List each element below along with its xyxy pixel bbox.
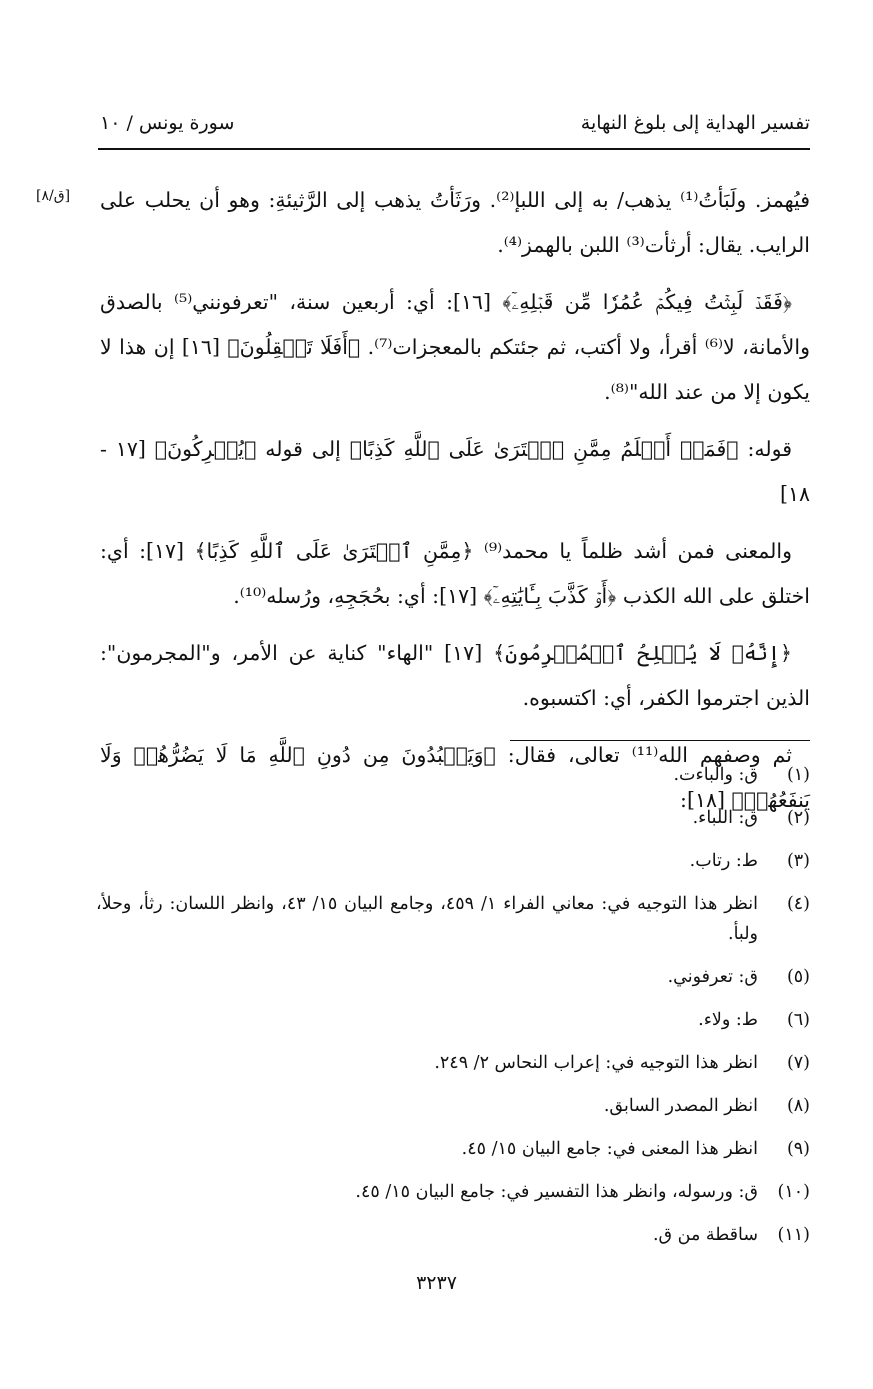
footnote xyxy=(96,1005,810,1035)
page-number: ٣٢٣٧ xyxy=(416,1272,457,1294)
footnotes xyxy=(96,760,810,1263)
paragraph-5: ﴿إِنَّهُۥ لَا يُفۡلِحُ ٱلۡمُجۡرِمُونَ﴾ [١٧] "الهاء" كناية عن الأمر، و"المجرمون": الذين اجترموا الكفر، أي: اكتسبوه. xyxy=(100,641,810,710)
footnote xyxy=(96,1220,810,1250)
manuscript-margin-note: [ق/٨] xyxy=(36,188,71,204)
paragraph-6: ثم وصفهم الله⁽¹¹⁾ تعالى، فقال: ﴿وَيَعۡبُدُونَ مِن دُونِ ٱللَّهِ مَا لَا يَضُرُّهُمۡ وَلَا يَنفَعُهُمۡ﴾ [١٨]: xyxy=(100,743,810,812)
footnote-number: (٤) xyxy=(786,894,810,914)
paragraph-2: ﴿فَقَدۡ لَبِثۡتُ فِيكُمۡ عُمُرٗا مِّن قَبۡلِهِۦٓ﴾ [١٦]: أي: أربعين سنة، "تعرفونني⁽⁵⁾ بالصدق والأمانة، لا⁽⁶⁾ أقرأ، ولا أكتب، ثم جئتكم بالمعجزات⁽⁷⁾. ﴿أَفَلَا تَعۡقِلُونَ﴾ [١٦] إن هذا لا يكون إلا من عند الله"⁽⁸⁾. xyxy=(100,290,810,404)
footnote-number: (٢) xyxy=(786,808,810,828)
footnote xyxy=(96,803,810,833)
footnote-text: انظر هذا التوجيه في: معاني الفراء ١/ ٤٥٩، وجامع البيان ١٥/ ٤٣، وانظر اللسان: رثأ، وحلأ، ولبأ. xyxy=(96,894,759,944)
footnote-text: ط: رتاب. xyxy=(689,851,758,871)
footnote xyxy=(96,760,810,790)
footnote-text: ساقطة من ق. xyxy=(652,1225,758,1245)
footnote xyxy=(96,1048,810,1078)
paragraph-4: والمعنى فمن أشد ظلماً يا محمد⁽⁹⁾ ﴿مِمَّنِ ٱفۡتَرَىٰ عَلَى ٱللَّهِ كَذِبًا﴾ [١٧]: أي: اختلق على الله الكذب ﴿أَوۡ كَذَّبَ بِـَٔايَٰتِهِۦٓ﴾ [١٧]: أي: بحُجَجِهِ، ورُسله⁽¹⁰⁾. xyxy=(100,539,810,608)
footnote-number: (٨) xyxy=(786,1096,810,1116)
footnote-text: ق: ورسوله، وانظر هذا التفسير في: جامع البيان ١٥/ ٤٥. xyxy=(355,1182,758,1202)
footnote-divider xyxy=(510,740,810,741)
surah-reference: سورة يونس / ١٠ xyxy=(100,112,235,134)
footnote-text: ق: اللباء. xyxy=(692,808,758,828)
book-title: تفسير الهداية إلى بلوغ النهاية xyxy=(580,112,810,134)
footnote xyxy=(96,846,810,876)
header-divider xyxy=(98,148,810,150)
footnote xyxy=(96,1177,810,1207)
footnote xyxy=(96,889,810,949)
footnote xyxy=(96,1134,810,1164)
footnote-text: انظر المصدر السابق. xyxy=(603,1096,758,1116)
footnote-number: (١٠) xyxy=(777,1182,810,1202)
footnote xyxy=(96,962,810,992)
paragraph-1: فيُهمز. ولَبَأتُ⁽¹⁾ يذهب/ به إلى اللبإ⁽²⁾. ورَثَأتُ يذهب إلى الرَّثيئةِ: وهو أن يحلب على الرايب. يقال: أرثأت⁽³⁾ اللبن بالهمز⁽⁴⁾. xyxy=(100,188,810,257)
footnote-number: (٩) xyxy=(786,1139,810,1159)
footnote-number: (٧) xyxy=(786,1053,810,1073)
footnote-text: ط: ولاء. xyxy=(698,1010,758,1030)
footnote xyxy=(96,1091,810,1121)
footnote-text: ق: والباءت. xyxy=(673,765,758,785)
footnote-number: (١١) xyxy=(777,1225,810,1245)
main-text xyxy=(100,178,810,835)
footnote-text: انظر هذا المعنى في: جامع البيان ١٥/ ٤٥. xyxy=(461,1139,758,1159)
footnote-text: انظر هذا التوجيه في: إعراب النحاس ٢/ ٢٤٩. xyxy=(434,1053,758,1073)
footnote-text: ق: تعرفوني. xyxy=(667,967,758,987)
running-header xyxy=(100,112,810,142)
footnote-number: (١) xyxy=(786,765,810,785)
footnote-number: (٥) xyxy=(786,967,810,987)
paragraph-3: قوله: ﴿فَمَنۡ أَظۡلَمُ مِمَّنِ ٱفۡتَرَىٰ عَلَى ٱللَّهِ كَذِبًا﴾ إلى قوله ﴿يُشۡرِكُونَ﴾ [١٧ - ١٨] xyxy=(100,437,810,506)
footnote-number: (٣) xyxy=(786,851,810,871)
footnote-number: (٦) xyxy=(786,1010,810,1030)
